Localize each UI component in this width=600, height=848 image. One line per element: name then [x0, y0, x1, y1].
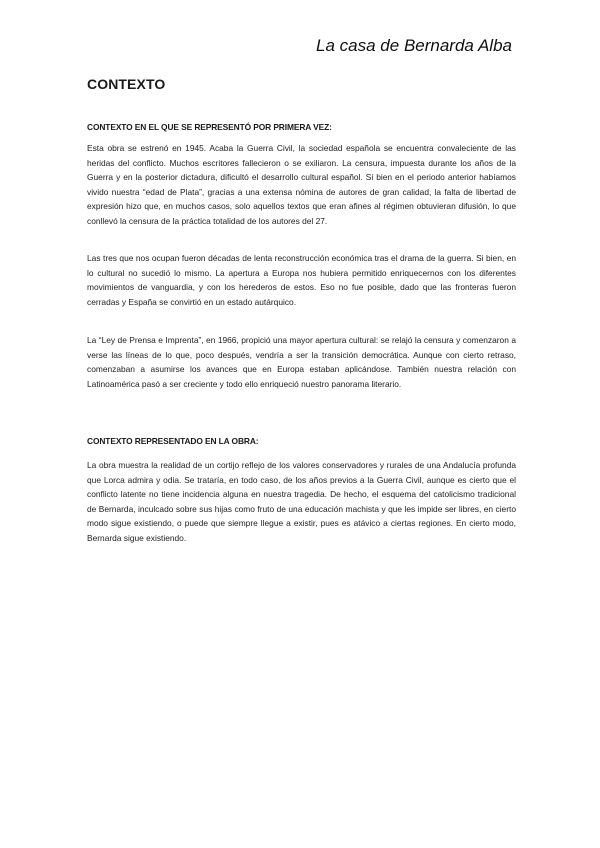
- section-heading-work-context: CONTEXTO REPRESENTADO EN LA OBRA:: [87, 436, 259, 446]
- section-heading-premiere-context: CONTEXTO EN EL QUE SE REPRESENTÓ POR PRIMERA VEZ:: [87, 122, 332, 132]
- paragraph-premiere-2: Las tres que nos ocupan fueron décadas de lenta reconstrucción económica tras el drama de la guerra. Si bien, en lo cultural no sucedió lo mismo. La apertura a Europa nos hubiera permitido enriquecernos con los diferentes movimientos de vanguardia, y con los herederos de estos. Eso no fue posible, dado que las fronteras fueron cerradas y España se convirtió en un estado autárquico.: [87, 253, 516, 307]
- paragraph-premiere-1: Esta obra se estrenó en 1945. Acaba la Guerra Civil, la sociedad española se encuentra convaleciente de las heridas del conflicto. Muchos escritores fallecieron o se exiliaron. La censura, impuesta durante los años de la Guerra y en la posterior dictadura, dificultó el desarrollo cultural español. Si bien en el periodo anterior habíamos vivido nuestra “edad de Plata”, gracias a una extensa nómina de autores de gran calidad, la falta de libertad de expresión hizo que, en muchos casos, solo aquellos textos que eran afines al régimen obtuvieran difusión, lo que conllevó la censura de la práctica totalidad de los autores del 27.: [87, 143, 516, 226]
- paragraph-premiere-3: La “Ley de Prensa e Imprenta”, en 1966, propició una mayor apertura cultural: se relajó la censura y comenzaron a verse las líneas de lo que, poco después, vendría a ser la transición democrática. Aunque con cierto retraso, comenzaban a asumirse los avances que en Europa estaban aplicándose. También nuestra relación con Latinoamérica pasó a ser creciente y todo ello enriqueció nuestro panorama literario.: [87, 335, 516, 389]
- document-header-title: La casa de Bernarda Alba: [316, 36, 512, 55]
- paragraph-work-1: La obra muestra la realidad de un cortijo reflejo de los valores conservadores y rurales de una Andalucía profunda que Lorca admira y odia. Se trataría, en todo caso, de los años previos a la Guerra Civil, aunque es cierto que el conflicto latente no tiene incidencia alguna en nuestra tragedia. De hecho, el esquema del catolicismo tradicional de Bernarda, inculcado sobre sus hijas como fruto de una educación machista y que les impide ser libres, en cierto modo sigue existiendo, o puede que siempre llegue a existir, pues es atávico a ciertas regiones. En cierto modo, Bernarda sigue existiendo.: [87, 460, 516, 543]
- main-heading: CONTEXTO: [87, 76, 166, 92]
